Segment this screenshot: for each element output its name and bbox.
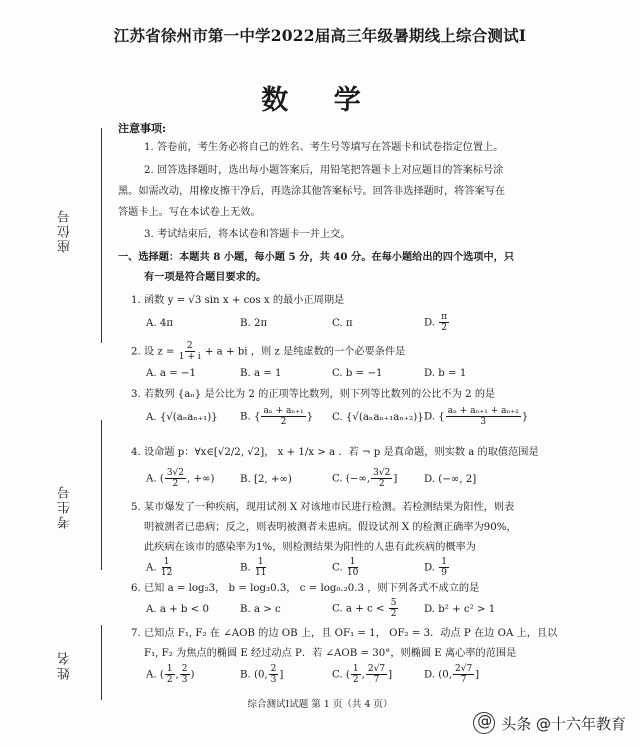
q5-option-c: C. $\frac{1}{10}$ bbox=[332, 557, 359, 578]
question-6-stem: 6. 已知 a = log₂3， b = log₃0.3， c = log₀.₂0.3 ，则下列各式不成立的是 bbox=[131, 583, 480, 594]
q3-option-a: A. {√(aₙaₙ₊₁)} bbox=[146, 412, 218, 423]
q2-option-c: C. b = −1 bbox=[332, 368, 383, 379]
q7-option-b: B. (0, $\frac{2}{3}$ ] bbox=[240, 664, 284, 685]
q1-option-d: D. $\frac{\pi}{2}$ bbox=[424, 312, 448, 333]
subject-heading: 数 学 bbox=[261, 85, 379, 116]
q6-option-a: A. a + b < 0 bbox=[146, 604, 209, 615]
note-1: 1. 答卷前，考生务必将自己的姓名、考生号等填写在答题卡和试卷指定位置上。 bbox=[144, 142, 504, 153]
q7-c-fraction-1: $\frac{1}{2}$ bbox=[352, 664, 359, 685]
question-5-line-1: 5. 某市爆发了一种疾病，现用试剂 X 对该地市民进行检测。若检测结果为阳性，则表 bbox=[131, 502, 515, 513]
q2-option-d: D. b = 1 bbox=[424, 368, 467, 379]
q4-a-fraction: $\frac{3√2}{2}$ bbox=[166, 468, 184, 489]
q5-d-fraction: $\frac{1}{9}$ bbox=[441, 557, 448, 578]
q4-option-b: B. [2, +∞) bbox=[240, 474, 292, 485]
q4-option-d: D. (−∞, 2] bbox=[424, 474, 477, 485]
q7-d-fraction: $\frac{2√7}{7}$ bbox=[454, 664, 473, 685]
q3-d-fraction: $\frac{\text{aₙ + aₙ₊₁ + aₙ₊₂}}{3}$ bbox=[447, 406, 519, 427]
q7-option-d: D. (0, $\frac{2√7}{7}$ ] bbox=[424, 664, 480, 685]
q7-c-fraction-2: $\frac{2√7}{7}$ bbox=[367, 664, 386, 685]
q3-option-d: D. { $\frac{\text{aₙ + aₙ₊₁ + aₙ₊₂}}{3}$ } bbox=[424, 406, 529, 427]
q1-option-a: A. 4π bbox=[146, 318, 174, 329]
note-2: 2. 回答选择题时，选出每小题答案后，用铅笔把答题卡上对应题目的答案标号涂 bbox=[144, 165, 504, 176]
question-5-line-2: 明被测者已患病；反之，则表明被测者未患病。假设试剂 X 的检测正确率为90%， bbox=[144, 522, 517, 533]
seat-number-label: 座位号 bbox=[58, 208, 73, 253]
q4-c-fraction: $\frac{3√2}{2}$ bbox=[373, 468, 391, 489]
q4-option-a: A. ( $\frac{3√2}{2}$ , +∞) bbox=[146, 468, 215, 489]
q7-option-c: C. ( $\frac{1}{2}$ , $\frac{2√7}{7}$ ] bbox=[332, 664, 393, 685]
q7-b-fraction: $\frac{2}{3}$ bbox=[270, 664, 277, 685]
q7-a-fraction-2: $\frac{2}{3}$ bbox=[181, 664, 188, 685]
q1-d-fraction: $\frac{\pi}{2}$ bbox=[441, 312, 448, 333]
q7-option-a: A. ( $\frac{1}{2}$ , $\frac{2}{3}$ ) bbox=[146, 664, 195, 685]
q6-c-fraction: $\frac{5}{2}$ bbox=[390, 598, 397, 619]
question-4-stem: 4. 设命题 p：∀x∈[√2/2, √2]， x + 1/x > a ．若 ¬ p 是真命题，则实数 a 的取值范围是 bbox=[131, 447, 539, 458]
q6-option-b: B. a > c bbox=[240, 604, 281, 615]
note-2-cont-2: 答题卡上。写在本试卷上无效。 bbox=[118, 207, 261, 218]
q5-c-fraction: $\frac{1}{10}$ bbox=[346, 557, 359, 578]
toutiao-logo-icon bbox=[473, 712, 495, 734]
q5-option-a: A. $\frac{1}{12}$ bbox=[146, 557, 173, 578]
q5-option-d: D. $\frac{1}{9}$ bbox=[424, 557, 448, 578]
q2-option-a: A. a = −1 bbox=[146, 368, 196, 379]
q3-b-fraction: $\frac{\text{aₙ + aₙ₊₁}}{2}$ bbox=[263, 406, 304, 427]
section-one-heading: 一、选择题：本题共 8 小题，每小题 5 分，共 40 分。在每小题给出的四个选项中，只 bbox=[118, 251, 515, 263]
watermark bbox=[473, 712, 626, 734]
question-1-stem: 1. 函数 y = √3 sin x + cos x 的最小正周期是 bbox=[131, 295, 345, 306]
watermark-text: 头条 @十六年教育 bbox=[501, 714, 626, 733]
q5-option-b: B. $\frac{1}{11}$ bbox=[240, 557, 267, 578]
section-one-heading-cont: 有一项是符合题目要求的。 bbox=[144, 271, 267, 283]
binding-line-bottom bbox=[101, 625, 102, 700]
q2-fraction: $\frac{2}{1 + i}$ bbox=[178, 341, 201, 362]
question-2-stem: 2. 设 z = $\frac{2}{1 + i}$ + a + bi ，则 z 是纯虚数的一个必要条件是 bbox=[131, 341, 406, 362]
question-5-line-3: 此疾病在该市的感染率为1%，则检测结果为阳性的人患有此疾病的概率为 bbox=[144, 542, 476, 553]
question-3-stem: 3. 若数列 {aₙ} 是公比为 2 的正项等比数列，则下列等比数列的公比不为 2 的是 bbox=[131, 389, 496, 400]
q3-option-c: C. {√(aₙaₙ₊₁aₙ₊₂)} bbox=[332, 412, 424, 423]
question-7-line-2: F₁, F₂ 为焦点的椭圆 E 经过动点 P．若 ∠AOB = 30°，则椭圆 E 离心率的范围是 bbox=[144, 648, 517, 659]
notice-heading: 注意事项: bbox=[118, 122, 167, 135]
exam-number-label: 考生号 bbox=[58, 484, 73, 529]
page-footer: 综合测试I试题 第 1 页（共 4 页） bbox=[247, 699, 393, 710]
q5-a-fraction: $\frac{1}{12}$ bbox=[160, 557, 173, 578]
q1-option-c: C. π bbox=[332, 318, 353, 329]
q6-option-d: D. b² + c² > 1 bbox=[424, 604, 496, 615]
q3-option-b: B. { $\frac{\text{aₙ + aₙ₊₁}}{2}$ } bbox=[240, 406, 314, 427]
binding-line-top bbox=[101, 128, 102, 343]
name-label: 姓名 bbox=[58, 650, 73, 680]
question-7-line-1: 7. 已知点 F₁, F₂ 在 ∠AOB 的边 OB 上，且 OF₁ = 1， OF₂ = 3．动点 P 在边 OA 上，且以 bbox=[131, 628, 558, 639]
note-2-cont-1: 黑。如需改动，用橡皮擦干净后，再选涂其他答案标号。回答非选择题时，将答案写在 bbox=[118, 186, 506, 197]
note-3: 3. 考试结束后，将本试卷和答题卡一并上交。 bbox=[144, 229, 351, 240]
q1-option-b: B. 2π bbox=[240, 318, 268, 329]
q6-option-c: C. a + c < $\frac{5}{2}$ bbox=[332, 598, 397, 619]
exam-title: 江苏省徐州市第一中学2022届高三年级暑期线上综合测试I bbox=[113, 26, 527, 45]
q2-option-b: B. a = 1 bbox=[240, 368, 282, 379]
binding-line-middle bbox=[101, 420, 102, 570]
q4-option-c: C. (−∞, $\frac{3√2}{2}$ ] bbox=[332, 468, 398, 489]
q5-b-fraction: $\frac{1}{11}$ bbox=[254, 557, 267, 578]
q7-a-fraction-1: $\frac{1}{2}$ bbox=[166, 664, 173, 685]
